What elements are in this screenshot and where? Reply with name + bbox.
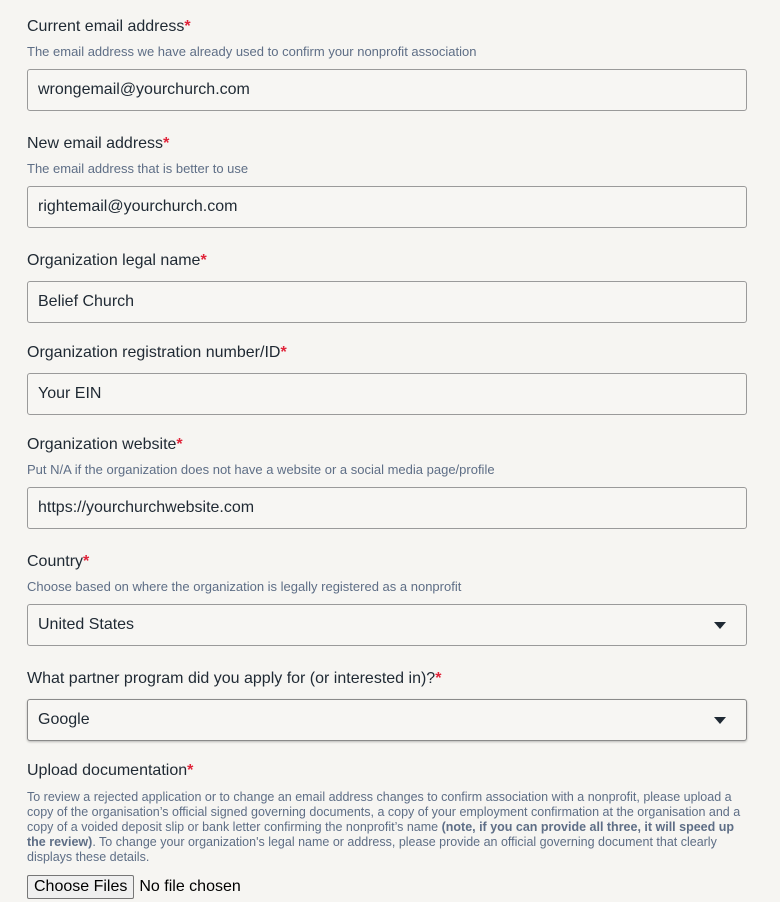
new-email-field	[27, 134, 747, 228]
new-email-input[interactable]: rightemail@yourchurch.com	[27, 186, 747, 228]
country-label	[27, 552, 747, 572]
legal-name-field	[27, 251, 747, 323]
file-input	[27, 875, 747, 899]
country-select[interactable]	[27, 604, 747, 646]
new-email-label	[27, 134, 747, 154]
choose-files-button[interactable]: Choose Files	[27, 875, 134, 899]
partner-program-selected-value: Google	[38, 711, 90, 728]
website-field	[27, 435, 747, 529]
file-status: No file chosen	[139, 878, 241, 895]
required-asterisk: *	[83, 553, 90, 570]
label-text: Organization website	[27, 436, 177, 453]
required-asterisk: *	[176, 436, 183, 453]
required-asterisk: *	[200, 252, 207, 269]
chevron-down-icon	[714, 717, 726, 724]
label-text: Country	[27, 553, 84, 570]
current-email-field	[27, 17, 747, 111]
country-selected-value: United States	[38, 616, 135, 633]
website-input[interactable]: https://yourchurchwebsite.com	[27, 487, 747, 529]
label-text: What partner program did you apply for (or interested in)?	[27, 670, 436, 687]
upload-label	[27, 761, 747, 781]
legal-name-input[interactable]: Belief Church	[27, 281, 747, 323]
registration-label	[27, 343, 747, 363]
upload-field	[27, 761, 747, 899]
required-asterisk: *	[435, 670, 442, 687]
current-email-input[interactable]: wrongemail@yourchurch.com	[27, 69, 747, 111]
website-label	[27, 435, 747, 455]
required-asterisk: *	[280, 344, 287, 361]
country-field	[27, 552, 747, 646]
registration-input[interactable]: Your EIN	[27, 373, 747, 415]
registration-field	[27, 343, 747, 415]
current-email-label	[27, 17, 747, 37]
label-text: Organization registration number/ID	[27, 344, 281, 361]
current-email-help: The email address we have already used to confirm your nonprofit association	[27, 44, 477, 59]
partner-program-label	[27, 669, 747, 689]
website-help: Put N/A if the organization does not have a website or a social media page/profile	[27, 462, 495, 477]
upload-help	[27, 790, 747, 865]
label-text: Current email address	[27, 18, 185, 35]
upload-help-text: To review a rejected application or to change an email address changes to confirm association with a nonprofit, please upload a copy of the organisation’s official signed governing documents, a copy of your employment confirmation at the organisation and a copy of a voided deposit slip or bank letter confirming the nonprofit’s name	[27, 790, 741, 834]
partner-program-select[interactable]	[27, 699, 747, 741]
chevron-down-icon	[714, 622, 726, 629]
partner-program-field	[27, 669, 747, 741]
required-asterisk: *	[187, 762, 194, 779]
label-text: New email address	[27, 135, 164, 152]
required-asterisk: *	[163, 135, 170, 152]
upload-help-bold: (note, if you can provide all three, it will speed up the review)	[27, 820, 735, 849]
label-text: Organization legal name	[27, 252, 201, 269]
upload-help-text-2: . To change your organization's legal name or address, please provide an official governing document that clearly displays these details.	[27, 835, 717, 864]
legal-name-label	[27, 251, 747, 271]
label-text: Upload documentation	[27, 762, 188, 779]
new-email-help: The email address that is better to use	[27, 161, 249, 176]
required-asterisk: *	[184, 18, 191, 35]
country-help: Choose based on where the organization is legally registered as a nonprofit	[27, 579, 462, 594]
